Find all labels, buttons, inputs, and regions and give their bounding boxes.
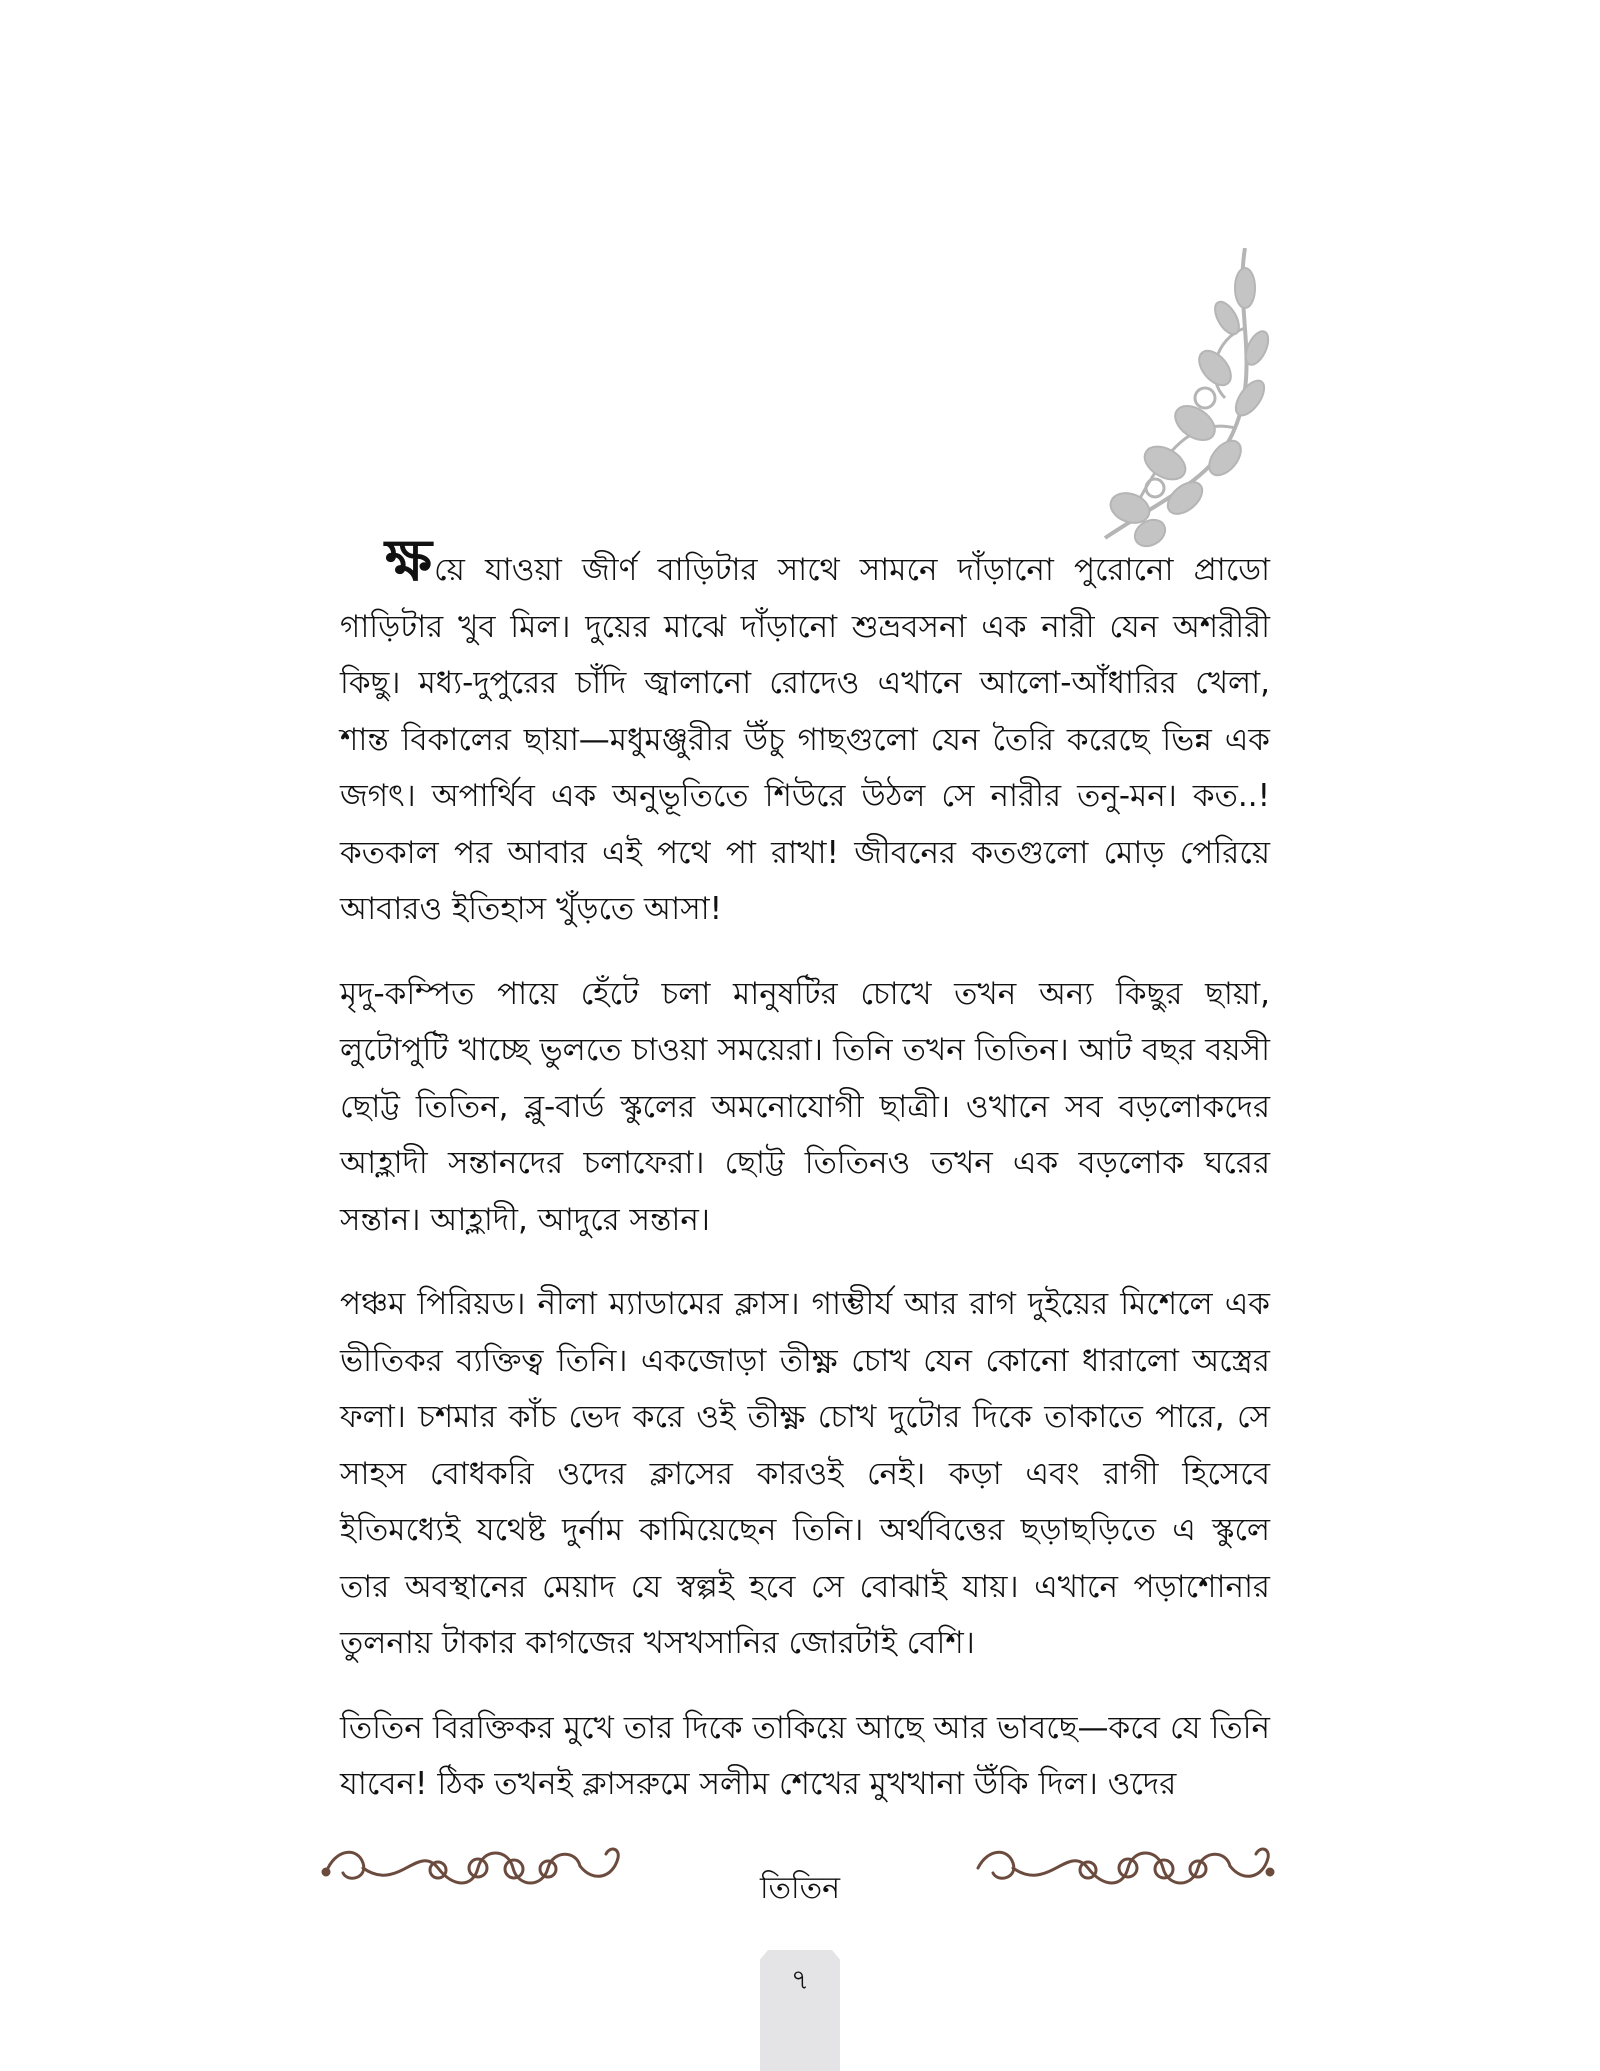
- paragraph: পঞ্চম পিরিয়ড। নীলা ম্যাডামের ক্লাস। গাম্ভীর্য আর রাগ দুইয়ের মিশেলে এক ভীতিকর ব্যক্তিত্ব তিনি। একজোড়া তীক্ষ্ণ চোখ যেন কোনো ধারালো অস্ত্রের ফলা। চশমার কাঁচ ভেদ করে ওই তীক্ষ্ণ চোখ দুটোর দিকে তাকাতে পারে, সে সাহস বোধকরি ওদের ক্লাসের কারওই নেই। কড়া এবং রাগী হিসেবে ইতিমধ্যেই যথেষ্ট দুর্নাম কামিয়েছেন তিনি। অর্থবিত্তের ছড়াছড়িতে এ স্কুলে তার অবস্থানের মেয়াদ যে স্বল্পই হবে সে বোঝাই যায়। এখানে পড়াশোনার তুলনায় টাকার কাগজের খসখসানির জোরটাই বেশি।: [340, 1286, 1270, 1661]
- chapter-body: [340, 526, 1270, 1841]
- paragraph-text: য়ে যাওয়া জীর্ণ বাড়িটার সাথে সামনে দাঁড়ানো পুরোনো প্রাডো গাড়িটার খুব মিল। দুয়ের মাঝে দাঁড়ানো শুভ্রবসনা এক নারী যেন অশরীরী কিছু। মধ্য-দুপুরের চাঁদি জ্বালানো রোদেও এখানে আলো-আঁধারির খেলা, শান্ত বিকালের ছায়া—মধুমঞ্জুরীর উঁচু গাছগুলো যেন তৈরি করেছে ভিন্ন এক জগৎ। অপার্থিব এক অনুভূতিতে শিউরে উঠল সে নারীর তনু-মন। কত..! কতকাল পর আবার এই পথে পা রাখা! জীবনের কতগুলো মোড় পেরিয়ে আবারও ইতিহাস খুঁড়তে আসা!: [340, 552, 1270, 927]
- scroll-flourish-right-icon: [968, 1838, 1278, 1898]
- scroll-flourish-left-icon: [318, 1838, 628, 1898]
- drop-cap: ক্ষ: [385, 526, 432, 594]
- paragraph: তিতিন বিরক্তিকর মুখে তার দিকে তাকিয়ে আছে আর ভাবছে—কবে যে তিনি যাবেন! ঠিক তখনই ক্লাসরুমে সলীম শেখের মুখখানা উঁকি দিল। ওদের: [340, 1709, 1270, 1802]
- book-title: তিতিন: [759, 1871, 841, 1906]
- page-number: ৭: [790, 1963, 810, 1996]
- paragraph: মৃদু-কম্পিত পায়ে হেঁটে চলা মানুষটির চোখে তখন অন্য কিছুর ছায়া, লুটোপুটি খাচ্ছে ভুলতে চাওয়া সময়েরা। তিনি তখন তিতিন। আট বছর বয়সী ছোট্ট তিতিন, ব্লু-বার্ড স্কুলের অমনোযোগী ছাত্রী। ওখানে সব বড়লোকদের আহ্লাদী সন্তানদের চলাফেরা। ছোট্ট তিতিনও তখন এক বড়লোক ঘরের সন্তান। আহ্লাদী, আদুরে সন্তান।: [340, 975, 1270, 1238]
- floral-corner-ornament-icon: [1095, 248, 1270, 548]
- paragraph: [340, 526, 1270, 938]
